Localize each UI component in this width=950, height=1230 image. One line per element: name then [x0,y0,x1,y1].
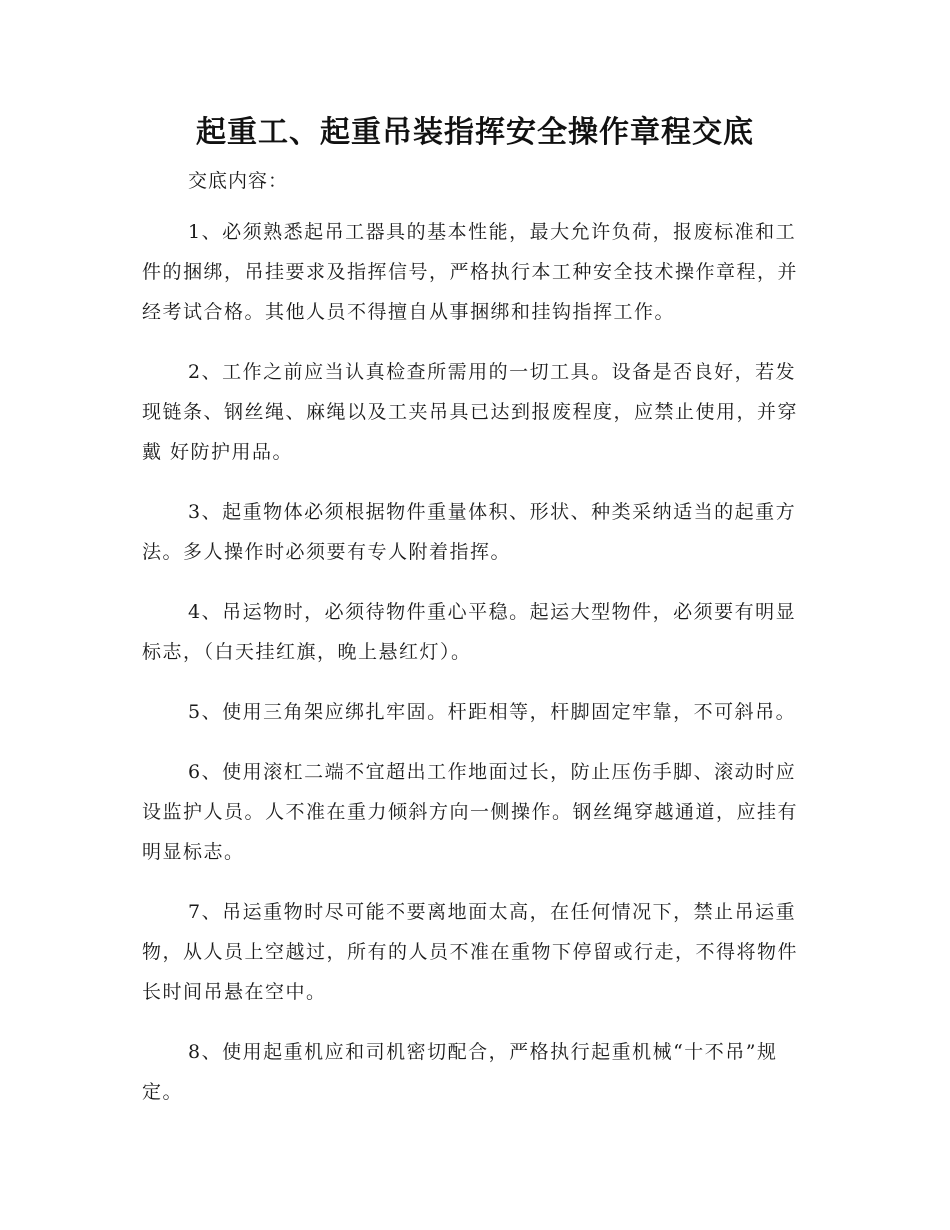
paragraph-6: 6、使用滚杠二端不宜超出工作地面过长，防止压伤手脚、滚动时应设监护人员。人不准在重力倾斜方向一侧操作。钢丝绳穿越通道，应挂有明显标志。 [142,761,799,863]
paragraph-3: 3、起重物体必须根据物件重量体积、形状、种类采纳适当的起重方法。多人操作时必须要有专人附着指挥。 [142,501,797,563]
document-page [142,110,808,1132]
paragraph-7: 7、吊运重物时尽可能不要离地面太高，在任何情况下，禁止吊运重物，从人员上空越过，所有的人员不准在重物下停留或行走，不得将物件长时间吊悬在空中。 [142,901,799,1003]
paragraph-8: 8、使用起重机应和司机密切配合，严格执行起重机械“十不吊”规定。 [142,1041,778,1103]
paragraph-2: 2、工作之前应当认真检查所需用的一切工具。设备是否良好，若发现链条、钢丝绳、麻绳以及工夹吊具已达到报废程度，应禁止使用，并穿戴 好防护用品。 [142,361,799,463]
document-title: 起重工、起重吊装指挥安全操作章程交底 [196,115,754,150]
paragraph-5: 5、使用三角架应绑扎牢固。杆距相等，杆脚固定牢靠，不可斜吊。 [188,701,797,723]
paragraph-4: 4、吊运物时，必须待物件重心平稳。起运大型物件，必须要有明显标志，（白天挂红旗，晚上悬红灯）。 [142,601,797,663]
paragraph-1: 1、必须熟悉起吊工器具的基本性能，最大允许负荷，报废标准和工件的捆绑，吊挂要求及指挥信号，严格执行本工种安全技术操作章程，并经考试合格。其他人员不得擅自从事捆绑和挂钩指挥工作。 [142,221,799,323]
intro-label: 交底内容： [188,170,289,192]
